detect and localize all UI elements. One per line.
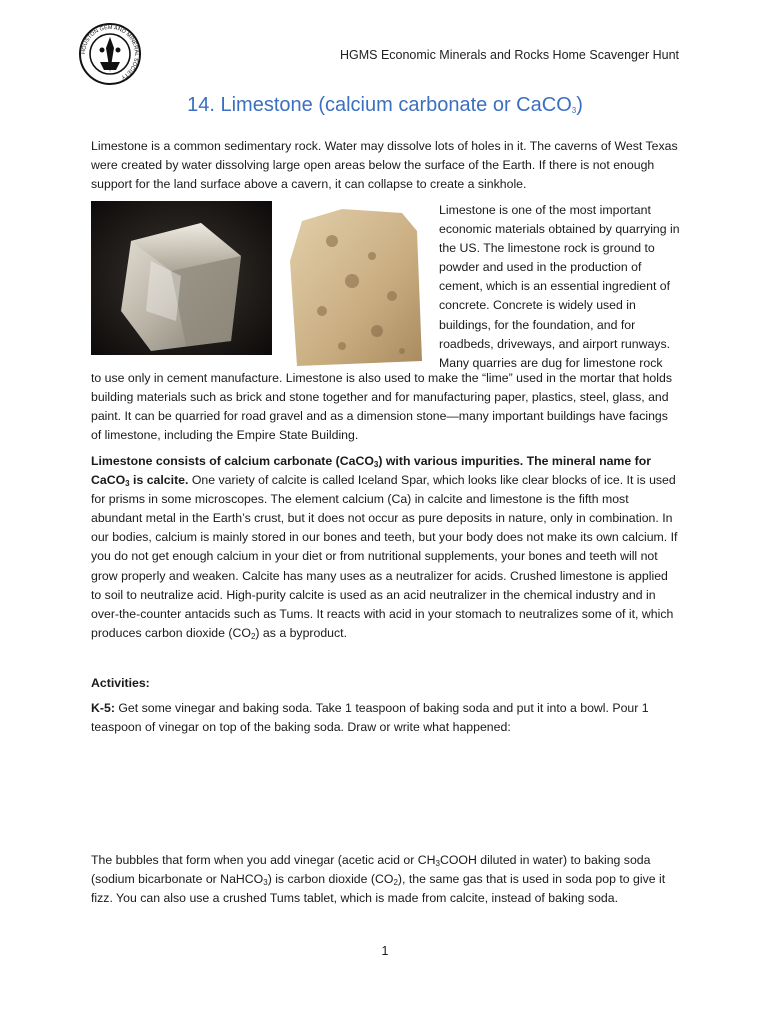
page-header: HGMS Economic Minerals and Rocks Home Scavenger Hunt — [339, 48, 679, 62]
economic-use-paragraph-continued: to use only in cement manufacture. Limestone is also used to make the “lime” used in the mortar that holds building materials such as brick and stone together and for manufacturing paper, plastics, steel, glass, and paint. It can be quarried for road gravel and as a dimension stone—many important buildings have facings of limestone, including the Empire State Building. — [91, 371, 672, 443]
economic-use-paragraph: Limestone is one of the most important economic materials obtained by quarrying in the US. The limestone rock is ground to powder and used in the production of cement, which is an essential ingredient of concrete. Concrete is widely used in buildings, for the foundation, and for roadbeds, driveways, and airport runways. Many quarries are dug for limestone rock — [439, 203, 680, 370]
calcite-paragraph: Limestone consists of calcium carbonate (CaCO$_3$) with various impurities. The mineral name for CaCO$_3$ is calcite. One variety of calcite is called Iceland Spar, which looks like clear blocks of ice. It is used for prisms in some microscopes. The element calcium (Ca) in calcite and limestone is the fifth most abundant metal in the Earth’s crust, but it does not occur as pure deposits in nature, only in combination. In our bodies, calcium is mainly stored in our bones and teeth, but your body does not make its own calcium. If you do not get enough calcium in your diet or from nutritional supplements, your bones and teeth will not grow properly and weaken. Calcite has many uses as a neutralizer for acids. Crushed limestone is applied to soil to neutralize acid. High-purity calcite is used as an acid neutralizer in the chemical industry and in over-the-counter antacids such as Tums. It reacts with acid in your stomach to neutralizes some of it, which produces carbon dioxide $(CO_2)$ as a byproduct. — [91, 454, 678, 641]
limestone-rock-image — [282, 201, 433, 373]
calcite-bold-text: Limestone consists of calcium carbonate (CaCO$_3$) with various impurities. The mineral name for CaCO$_3$ is calcite. — [91, 454, 651, 489]
k5-activity: K-5: Get some vinegar and baking soda. Take 1 teaspoon of baking soda and put it into a bowl. Pour 1 teaspoon of vinegar on top of the baking soda. Draw or write what happened: — [91, 701, 649, 735]
activities-heading: Activities: — [91, 676, 150, 690]
page-number: 1 — [381, 944, 389, 958]
explanation-paragraph: The bubbles that form when you add vinegar (acetic acid or $CH_3COOH$ diluted in water) to baking soda (sodium bicarbonate or NaHCO$_3$) is carbon dioxide $(CO_2)$, the same gas that is used in soda pop to give it fizz. You can also use a crushed Tums tablet, which is made from calcite, instead of baking soda. — [91, 853, 666, 906]
calcite-crystal-image — [91, 201, 272, 355]
intro-paragraph: Limestone is a common sedimentary rock. Water may dissolve lots of holes in it. The caverns of West Texas were created by water dissolving large open areas below the surface of the Earth. If there is not enough support for the land surface above a cavern, it can collapse to create a sinkhole. — [91, 139, 678, 192]
k5-label: K-5: — [91, 701, 115, 715]
page-title: 14. Limestone (calcium carbonate or CaCO$_3$) — [187, 94, 583, 116]
svg-text:HOUSTON GEM AND MINERAL SOCIET: HOUSTON GEM AND MINERAL SOCIETY — [80, 24, 140, 81]
hgms-logo — [78, 22, 142, 86]
